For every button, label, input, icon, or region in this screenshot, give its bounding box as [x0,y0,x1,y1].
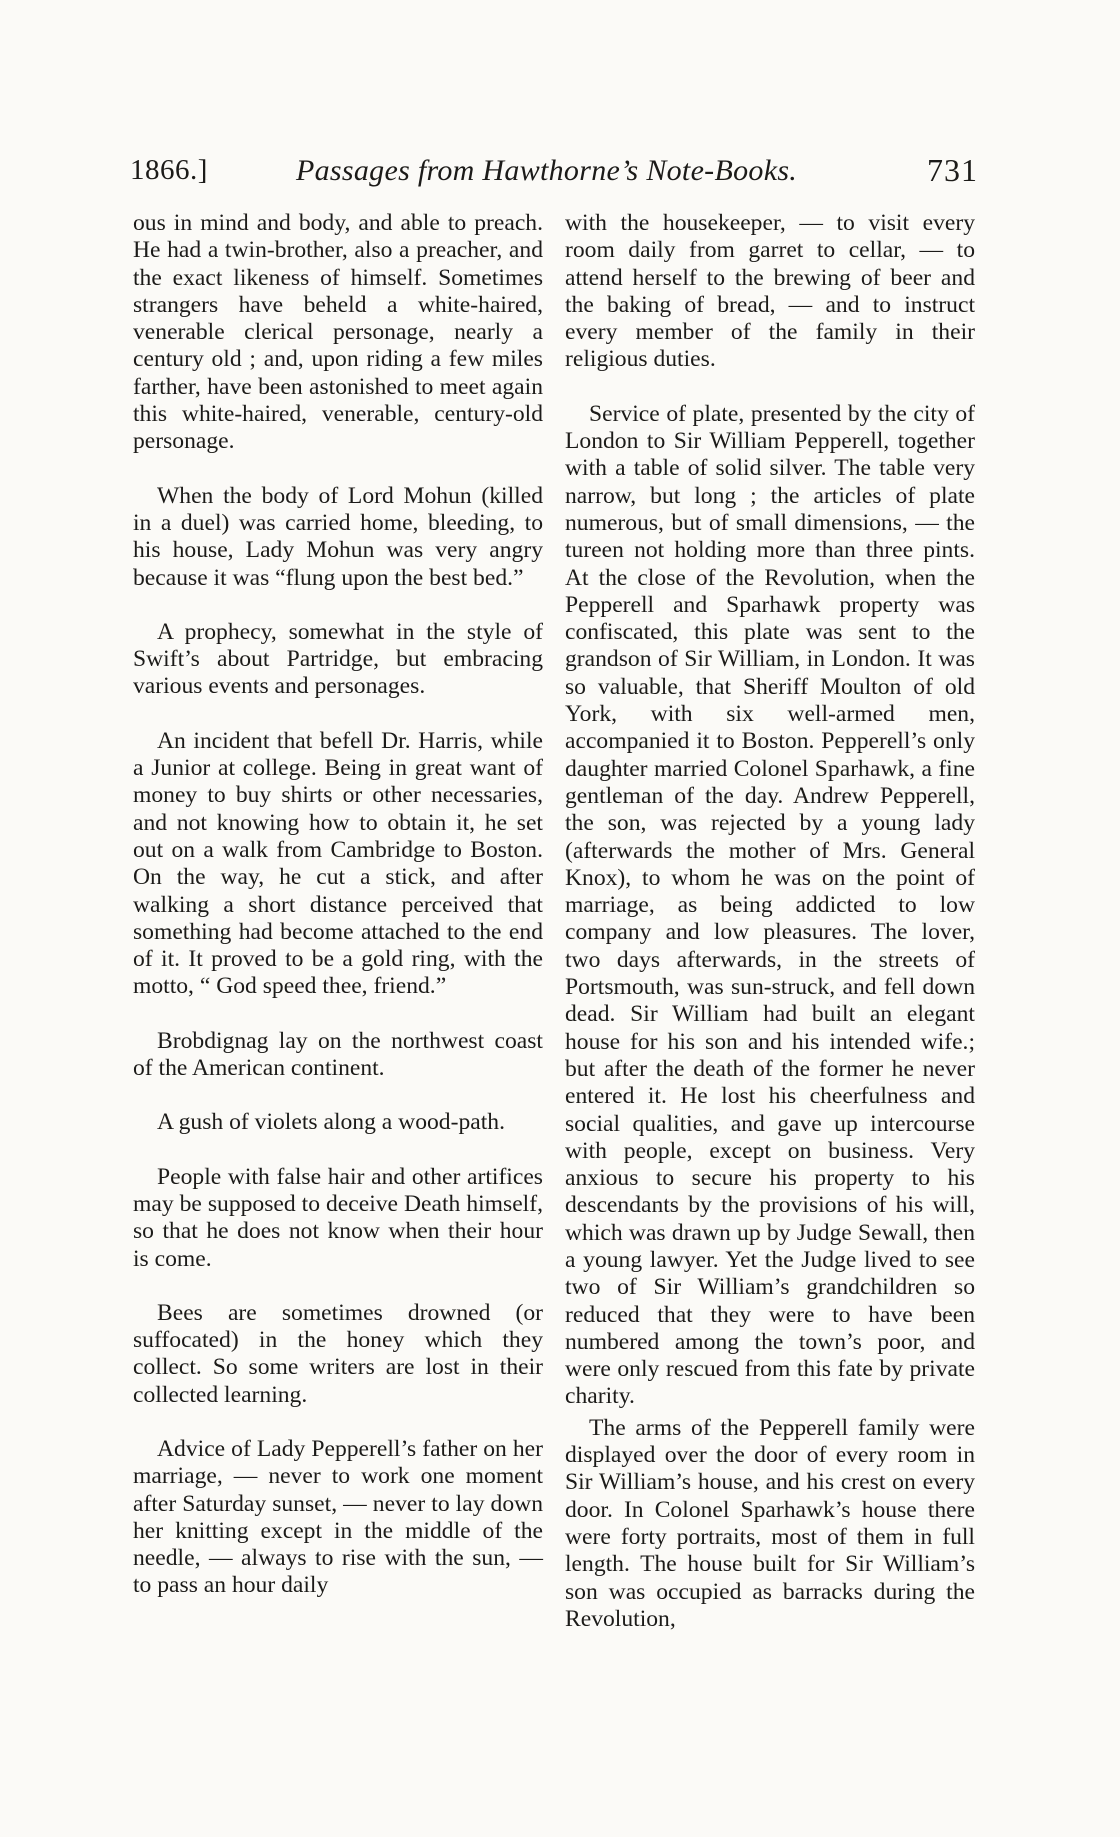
paragraph-dr-harris: An incident that befell Dr. Harris, while a Junior at college. Being in great want of money to buy shirts or other necessaries, and not knowing how to obtain it, he set out on a walk from Cambridge to Boston. On the way, he cut a stick, and after walking a short distance perceived that something had become attached to the end of it. It proved to be a gold ring, with the motto, “ God speed thee, friend.” [133,727,543,1000]
paragraph-false-hair: People with false hair and other artifices may be supposed to deceive Death himself, so that he does not know when their hour is come. [133,1163,543,1272]
paragraph-prophecy: A prophecy, somewhat in the style of Swift’s about Partridge, but embracing various events and personages. [133,618,543,700]
paragraph-brobdignag: Brobdignag lay on the northwest coast of the American continent. [133,1027,543,1082]
paragraph-lady-pepperell-advice: Advice of Lady Pepperell’s father on her marriage, — never to work one moment after Saturday sunset, — never to lay down her knitting except in the middle of the needle, — always to rise with the sun, — to pass an hour daily [133,1435,543,1599]
paragraph-lord-mohun: When the body of Lord Mohun (killed in a duel) was carried home, bleeding, to his house, Lady Mohun was very angry because it was “flung upon the best bed.” [133,482,543,591]
running-header [130,148,982,192]
left-column [133,210,543,1600]
paragraph-twin-brother: ous in mind and body, and able to preach. He had a twin-brother, also a preacher, and the exact likeness of himself. Sometimes strangers have beheld a white-haired, venerable clerical personage, nearly a century old ; and, upon riding a few miles farther, have been astonished to meet again this white-haired, venerable, century-old personage. [133,210,543,455]
header-title: Passages from Hawthorne’s Note-Books. [296,154,798,187]
page-number: 731 [927,152,978,188]
paragraph-housekeeper: with the housekeeper, — to visit every room daily from garret to cellar, — to attend herself to the brewing of beer and the baking of bread, — and to instruct every member of the family in their religious duties. [565,210,975,373]
paragraph-violets: A gush of violets along a wood-path. [157,1109,505,1136]
paragraph-pepperell-arms: The arms of the Pepperell family were displayed over the door of every room in Sir William’s house, and his crest on every door. In Colonel Sparhawk’s house there were forty portraits, most of them in full length. The house built for Sir William’s son was occupied as barracks during the Revolution, [565,1414,975,1632]
right-column [565,210,975,1633]
paragraph-service-of-plate: Service of plate, presented by the city of London to Sir William Pepperell, together with a table of solid silver. The table very narrow, but long ; the articles of plate numerous, but of small dimensions, — the tureen not holding more than three pints. At the close of the Revolution, when the Pepperell and Sparhawk property was confiscated, this plate was sent to the grandson of Sir William, in London. It was so valuable, that Sheriff Moulton of old York, with six well-armed men, accompanied it to Boston. Pepperell’s only daughter married Colonel Sparhawk, a fine gentleman of the day. Andrew Pepperell, the son, was rejected by a young lady (afterwards the mother of Mrs. General Knox), to whom he was on the point of marriage, as being addicted to low company and low pleasures. The lover, two days afterwards, in the streets of Portsmouth, was sun-struck, and fell down dead. Sir William had built an elegant house for his son and his intended wife.; but after the death of the former he never entered it. He lost his cheerfulness and social qualities, and gave up intercourse with people, except on business. Very anxious to secure his property to his descendants by the provisions of his will, which was drawn up by Judge Sewall, then a young lawyer. Yet the Judge lived to see two of Sir William’s grandchildren so reduced that they were to have been numbered among the town’s poor, and were only rescued from this fate by private charity. [565,400,975,1410]
paragraph-bees: Bees are sometimes drowned (or suffocated) in the honey which they collect. So some writers are lost in their collected learning. [133,1299,543,1408]
header-year: 1866.] [130,154,208,186]
